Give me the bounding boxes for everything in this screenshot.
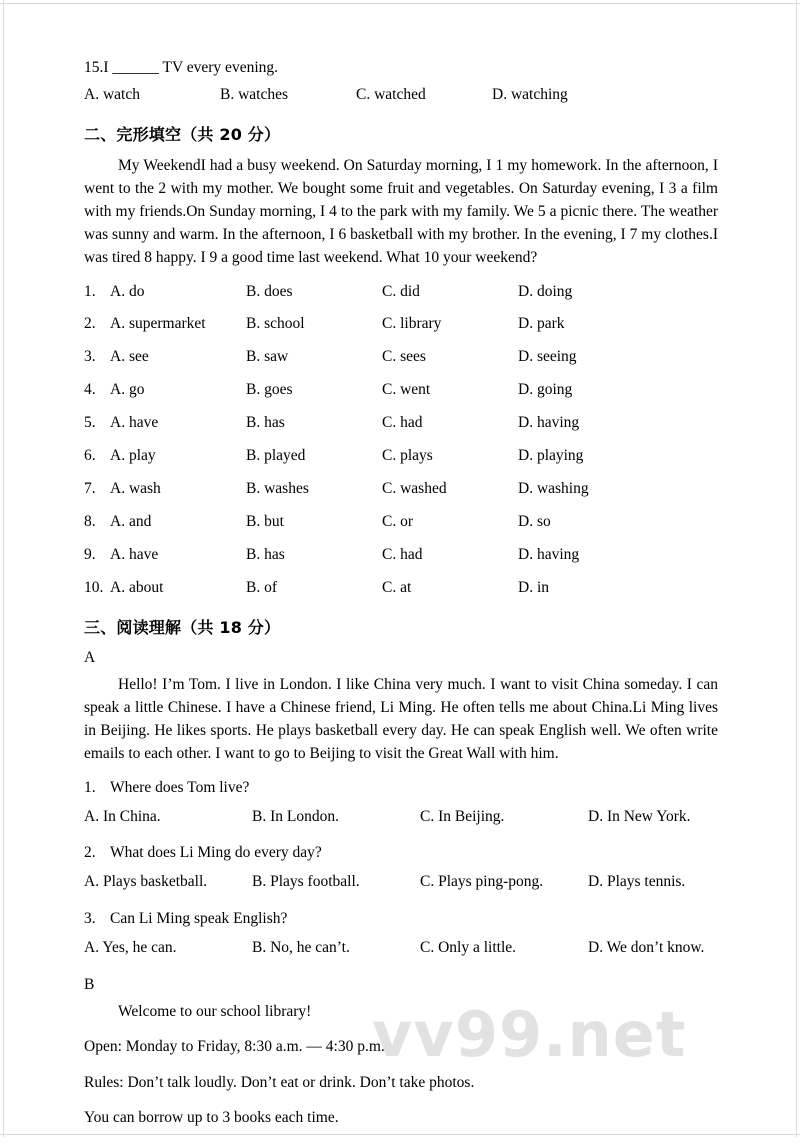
list-item (84, 282, 718, 303)
option-d: D. park (518, 315, 565, 333)
section-2-heading: 二、完形填空（共 20 分） (84, 124, 281, 144)
list-item (84, 578, 718, 599)
option-d: D. Plays tennis. (588, 873, 686, 891)
section-3-heading: 三、阅读理解（共 18 分） (84, 617, 281, 637)
item-number: 3. (84, 348, 96, 366)
option-d: D. so (518, 512, 551, 530)
option-b: B. has (246, 414, 285, 432)
question-15-stem: 15.I ______ TV every evening. (84, 59, 278, 76)
cloze-options-list (84, 282, 718, 599)
question-stem: Where does Tom live? (110, 778, 250, 796)
option-b: B. saw (246, 348, 289, 366)
item-number: 2. (84, 315, 96, 333)
option-b: B. of (246, 578, 277, 596)
reading-question-1 (84, 778, 718, 799)
item-number: 1. (84, 282, 96, 300)
option-c: C. plays (382, 447, 433, 465)
option-a: A. watch (84, 85, 140, 103)
option-d: D. We don’t know. (588, 939, 705, 957)
item-number: 8. (84, 512, 96, 530)
option-c: C. sees (382, 348, 426, 366)
option-b: B. goes (246, 381, 293, 399)
option-b: B. No, he can’t. (252, 939, 350, 957)
option-d: D. going (518, 381, 573, 399)
list-item (84, 380, 718, 401)
reading-question-2-options (84, 872, 718, 893)
item-number: 6. (84, 447, 96, 465)
option-d: D. playing (518, 447, 584, 465)
option-b: B. In London. (252, 807, 339, 825)
option-d: D. watching (492, 85, 568, 103)
library-notice-title: Welcome to our school library! (118, 1003, 312, 1021)
item-number: 3. (84, 910, 96, 928)
option-a: A. do (110, 282, 145, 300)
option-d: D. doing (518, 282, 573, 300)
option-d: D. having (518, 545, 580, 563)
option-c: C. In Beijing. (420, 807, 505, 825)
reading-question-3-options (84, 938, 718, 959)
option-d: D. in (518, 578, 549, 596)
option-d: D. seeing (518, 348, 577, 366)
option-b: B. played (246, 447, 306, 465)
option-c: C. at (382, 578, 412, 596)
reading-part-a-passage: Hello! I’m Tom. I live in London. I like China very much. I want to visit China someday. I can speak a little Chinese. I have a Chinese friend, Li Ming. He often tells me about China.Li Ming lives in Beijing. He likes sports. He plays basketball every day. He can speak English well. We often write emails to each other. I want to go to Beijing to visit the Great Wall with him. (84, 675, 718, 762)
library-notice-line-2: Rules: Don’t talk loudly. Don’t eat or drink. Don’t take photos. (84, 1073, 475, 1091)
item-number: 9. (84, 545, 96, 563)
option-a: A. have (110, 414, 159, 432)
option-a: A. play (110, 447, 156, 465)
option-d: D. having (518, 414, 580, 432)
option-a: A. go (110, 381, 145, 399)
reading-question-1-options (84, 807, 718, 828)
option-a: A. Plays basketball. (84, 873, 208, 891)
list-item (84, 479, 718, 500)
option-c: C. washed (382, 480, 447, 498)
list-item (84, 545, 718, 566)
question-15-options (84, 85, 718, 106)
item-number: 4. (84, 381, 96, 399)
option-c: C. library (382, 315, 442, 333)
option-c: C. had (382, 414, 423, 432)
option-c: C. Only a little. (420, 939, 517, 957)
item-number: 1. (84, 778, 96, 796)
page-border-left (3, 0, 4, 1137)
reading-question-2 (84, 843, 718, 864)
page-border-right (796, 0, 797, 1137)
option-a: A. wash (110, 480, 161, 498)
page-border-top (0, 3, 800, 4)
item-number: 10. (84, 578, 104, 596)
option-a: A. Yes, he can. (84, 939, 177, 957)
option-a: A. In China. (84, 807, 161, 825)
option-c: C. did (382, 282, 420, 300)
list-item (84, 347, 718, 368)
option-a: A. about (110, 578, 164, 596)
list-item (84, 512, 718, 533)
option-b: B. has (246, 545, 285, 563)
option-d: D. washing (518, 480, 589, 498)
watermark: vv99.net (372, 998, 687, 1071)
reading-part-b-label: B (84, 976, 95, 994)
option-c: C. watched (356, 85, 426, 103)
list-item (84, 314, 718, 335)
option-c: C. went (382, 381, 431, 399)
reading-question-3 (84, 909, 718, 930)
option-b: B. Plays football. (252, 873, 360, 891)
option-d: D. In New York. (588, 807, 691, 825)
item-number: 2. (84, 844, 96, 862)
library-notice-line-1: Open: Monday to Friday, 8:30 a.m. — 4:30 p.m. (84, 1038, 385, 1056)
option-a: A. have (110, 545, 159, 563)
list-item (84, 413, 718, 434)
option-b: B. but (246, 512, 284, 530)
option-c: C. Plays ping-pong. (420, 873, 544, 891)
option-a: A. see (110, 348, 149, 366)
option-a: A. and (110, 512, 152, 530)
option-b: B. school (246, 315, 305, 333)
question-stem: What does Li Ming do every day? (110, 844, 322, 862)
option-a: A. supermarket (110, 315, 206, 333)
document-content (84, 58, 718, 1143)
option-b: B. does (246, 282, 293, 300)
reading-part-a-label: A (84, 648, 96, 666)
option-c: C. or (382, 512, 413, 530)
item-number: 7. (84, 480, 96, 498)
option-b: B. washes (246, 480, 309, 498)
option-c: C. had (382, 545, 423, 563)
library-notice-line-3: You can borrow up to 3 books each time. (84, 1109, 339, 1127)
cloze-passage: My WeekendI had a busy weekend. On Saturday morning, I 1 my homework. In the afternoon, I went to the 2 with my mother. We bought some fruit and vegetables. On Saturday evening, I 3 a film with my friends.On Sunday morning, I 4 to the park with my family. We 5 a picnic there. The weather was sunny and warm. In the afternoon, I 6 basketball with my brother. In the evening, I 7 my clothes.I was tired 8 happy. I 9 a good time last weekend. What 10 your weekend? (84, 156, 718, 266)
option-b: B. watches (220, 85, 289, 103)
question-stem: Can Li Ming speak English? (110, 910, 288, 928)
item-number: 5. (84, 414, 96, 432)
list-item (84, 446, 718, 467)
